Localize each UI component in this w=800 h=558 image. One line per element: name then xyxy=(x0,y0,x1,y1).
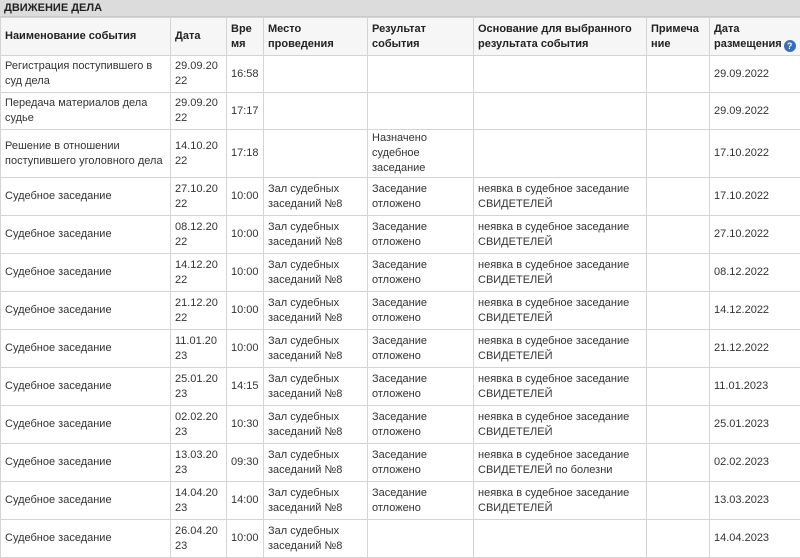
cell-posted: 11.01.2023 xyxy=(710,368,800,406)
cell-note xyxy=(647,444,710,482)
table-row xyxy=(1,130,800,178)
cell-result: Заседание отложено xyxy=(368,178,474,216)
cell-posted: 14.04.2023 xyxy=(710,520,800,558)
cell-date: 27.10.2022 xyxy=(171,178,227,216)
cell-note xyxy=(647,216,710,254)
cell-time: 10:00 xyxy=(227,216,264,254)
cell-date: 29.09.2022 xyxy=(171,93,227,130)
cell-event: Судебное заседание xyxy=(1,254,171,292)
cell-posted: 17.10.2022 xyxy=(710,130,800,178)
cell-place: Зал судебных заседаний №8 xyxy=(264,292,368,330)
table-row xyxy=(1,444,800,482)
table-row xyxy=(1,292,800,330)
cell-date: 21.12.2022 xyxy=(171,292,227,330)
cell-place: Зал судебных заседаний №8 xyxy=(264,216,368,254)
cell-event: Судебное заседание xyxy=(1,178,171,216)
cell-event: Судебное заседание xyxy=(1,216,171,254)
cell-basis xyxy=(474,56,647,93)
case-events-table xyxy=(0,17,800,558)
cell-result: Заседание отложено xyxy=(368,482,474,520)
column-header-posted-label: Дата размещения xyxy=(714,23,782,50)
question-icon[interactable]: ? xyxy=(784,40,796,52)
table-row xyxy=(1,254,800,292)
cell-event: Передача материалов дела судье xyxy=(1,93,171,130)
column-header-result: Результат события xyxy=(368,18,474,56)
cell-event: Судебное заседание xyxy=(1,330,171,368)
cell-posted: 25.01.2023 xyxy=(710,406,800,444)
cell-result: Заседание отложено xyxy=(368,330,474,368)
table-row xyxy=(1,520,800,558)
cell-posted: 29.09.2022 xyxy=(710,93,800,130)
cell-place: Зал судебных заседаний №8 xyxy=(264,406,368,444)
cell-posted: 13.03.2023 xyxy=(710,482,800,520)
column-header-place: Место проведения xyxy=(264,18,368,56)
cell-event: Регистрация поступившего в суд дела xyxy=(1,56,171,93)
table-row xyxy=(1,93,800,130)
cell-basis: неявка в судебное заседание СВИДЕТЕЛЕЙ xyxy=(474,368,647,406)
cell-event: Судебное заседание xyxy=(1,406,171,444)
column-header-event: Наименование события xyxy=(1,18,171,56)
cell-time: 14:00 xyxy=(227,482,264,520)
cell-note xyxy=(647,482,710,520)
cell-place: Зал судебных заседаний №8 xyxy=(264,520,368,558)
cell-event: Судебное заседание xyxy=(1,520,171,558)
cell-posted: 02.02.2023 xyxy=(710,444,800,482)
cell-result: Заседание отложено xyxy=(368,254,474,292)
cell-result: Заседание отложено xyxy=(368,292,474,330)
cell-time: 10:00 xyxy=(227,178,264,216)
cell-result: Заседание отложено xyxy=(368,406,474,444)
cell-basis: неявка в судебное заседание СВИДЕТЕЛЕЙ xyxy=(474,178,647,216)
cell-place: Зал судебных заседаний №8 xyxy=(264,330,368,368)
section-title: ДВИЖЕНИЕ ДЕЛА xyxy=(0,0,800,17)
cell-date: 25.01.2023 xyxy=(171,368,227,406)
cell-basis xyxy=(474,130,647,178)
cell-date: 14.10.2022 xyxy=(171,130,227,178)
cell-result xyxy=(368,520,474,558)
cell-posted: 08.12.2022 xyxy=(710,254,800,292)
cell-note xyxy=(647,406,710,444)
cell-time: 10:00 xyxy=(227,254,264,292)
cell-place: Зал судебных заседаний №8 xyxy=(264,482,368,520)
cell-place xyxy=(264,130,368,178)
cell-date: 02.02.2023 xyxy=(171,406,227,444)
column-header-time: Время xyxy=(227,18,264,56)
cell-time: 10:30 xyxy=(227,406,264,444)
cell-note xyxy=(647,56,710,93)
cell-result xyxy=(368,93,474,130)
cell-date: 13.03.2023 xyxy=(171,444,227,482)
cell-date: 26.04.2023 xyxy=(171,520,227,558)
cell-date: 11.01.2023 xyxy=(171,330,227,368)
cell-posted: 27.10.2022 xyxy=(710,216,800,254)
cell-note xyxy=(647,330,710,368)
cell-place: Зал судебных заседаний №8 xyxy=(264,254,368,292)
cell-basis xyxy=(474,93,647,130)
table-row xyxy=(1,406,800,444)
cell-time: 16:58 xyxy=(227,56,264,93)
cell-event: Судебное заседание xyxy=(1,368,171,406)
cell-result: Назначено судебное заседание xyxy=(368,130,474,178)
cell-event: Судебное заседание xyxy=(1,482,171,520)
cell-result xyxy=(368,56,474,93)
cell-event: Судебное заседание xyxy=(1,444,171,482)
cell-note xyxy=(647,130,710,178)
cell-place xyxy=(264,93,368,130)
table-row xyxy=(1,482,800,520)
cell-basis: неявка в судебное заседание СВИДЕТЕЛЕЙ xyxy=(474,216,647,254)
cell-time: 17:17 xyxy=(227,93,264,130)
cell-note xyxy=(647,178,710,216)
table-row xyxy=(1,216,800,254)
column-header-date: Дата xyxy=(171,18,227,56)
cell-posted: 14.12.2022 xyxy=(710,292,800,330)
cell-note xyxy=(647,520,710,558)
column-header-note: Примечание xyxy=(647,18,710,56)
cell-note xyxy=(647,368,710,406)
cell-date: 14.12.2022 xyxy=(171,254,227,292)
cell-posted: 29.09.2022 xyxy=(710,56,800,93)
cell-note xyxy=(647,292,710,330)
table-row xyxy=(1,56,800,93)
cell-result: Заседание отложено xyxy=(368,444,474,482)
table-row xyxy=(1,330,800,368)
cell-result: Заседание отложено xyxy=(368,368,474,406)
cell-event: Судебное заседание xyxy=(1,292,171,330)
table-header-row xyxy=(1,18,800,56)
cell-note xyxy=(647,254,710,292)
cell-time: 10:00 xyxy=(227,330,264,368)
cell-time: 14:15 xyxy=(227,368,264,406)
cell-basis: неявка в судебное заседание СВИДЕТЕЛЕЙ по болезни xyxy=(474,444,647,482)
cell-note xyxy=(647,93,710,130)
table-row xyxy=(1,178,800,216)
cell-place: Зал судебных заседаний №8 xyxy=(264,368,368,406)
cell-place xyxy=(264,56,368,93)
table-body xyxy=(1,56,800,558)
cell-basis: неявка в судебное заседание СВИДЕТЕЛЕЙ xyxy=(474,406,647,444)
cell-basis: неявка в судебное заседание СВИДЕТЕЛЕЙ xyxy=(474,292,647,330)
cell-time: 17:18 xyxy=(227,130,264,178)
cell-place: Зал судебных заседаний №8 xyxy=(264,444,368,482)
cell-basis: неявка в судебное заседание СВИДЕТЕЛЕЙ xyxy=(474,330,647,368)
cell-event: Решение в отношении поступившего уголовного дела xyxy=(1,130,171,178)
column-header-posted xyxy=(710,18,800,56)
table-row xyxy=(1,368,800,406)
cell-basis: неявка в судебное заседание СВИДЕТЕЛЕЙ xyxy=(474,482,647,520)
cell-date: 08.12.2022 xyxy=(171,216,227,254)
column-header-basis: Основание для выбранного результата события xyxy=(474,18,647,56)
cell-basis: неявка в судебное заседание СВИДЕТЕЛЕЙ xyxy=(474,254,647,292)
cell-date: 14.04.2023 xyxy=(171,482,227,520)
cell-place: Зал судебных заседаний №8 xyxy=(264,178,368,216)
cell-time: 10:00 xyxy=(227,520,264,558)
cell-posted: 17.10.2022 xyxy=(710,178,800,216)
cell-time: 10:00 xyxy=(227,292,264,330)
cell-date: 29.09.2022 xyxy=(171,56,227,93)
cell-time: 09:30 xyxy=(227,444,264,482)
cell-result: Заседание отложено xyxy=(368,216,474,254)
cell-basis xyxy=(474,520,647,558)
cell-posted: 21.12.2022 xyxy=(710,330,800,368)
